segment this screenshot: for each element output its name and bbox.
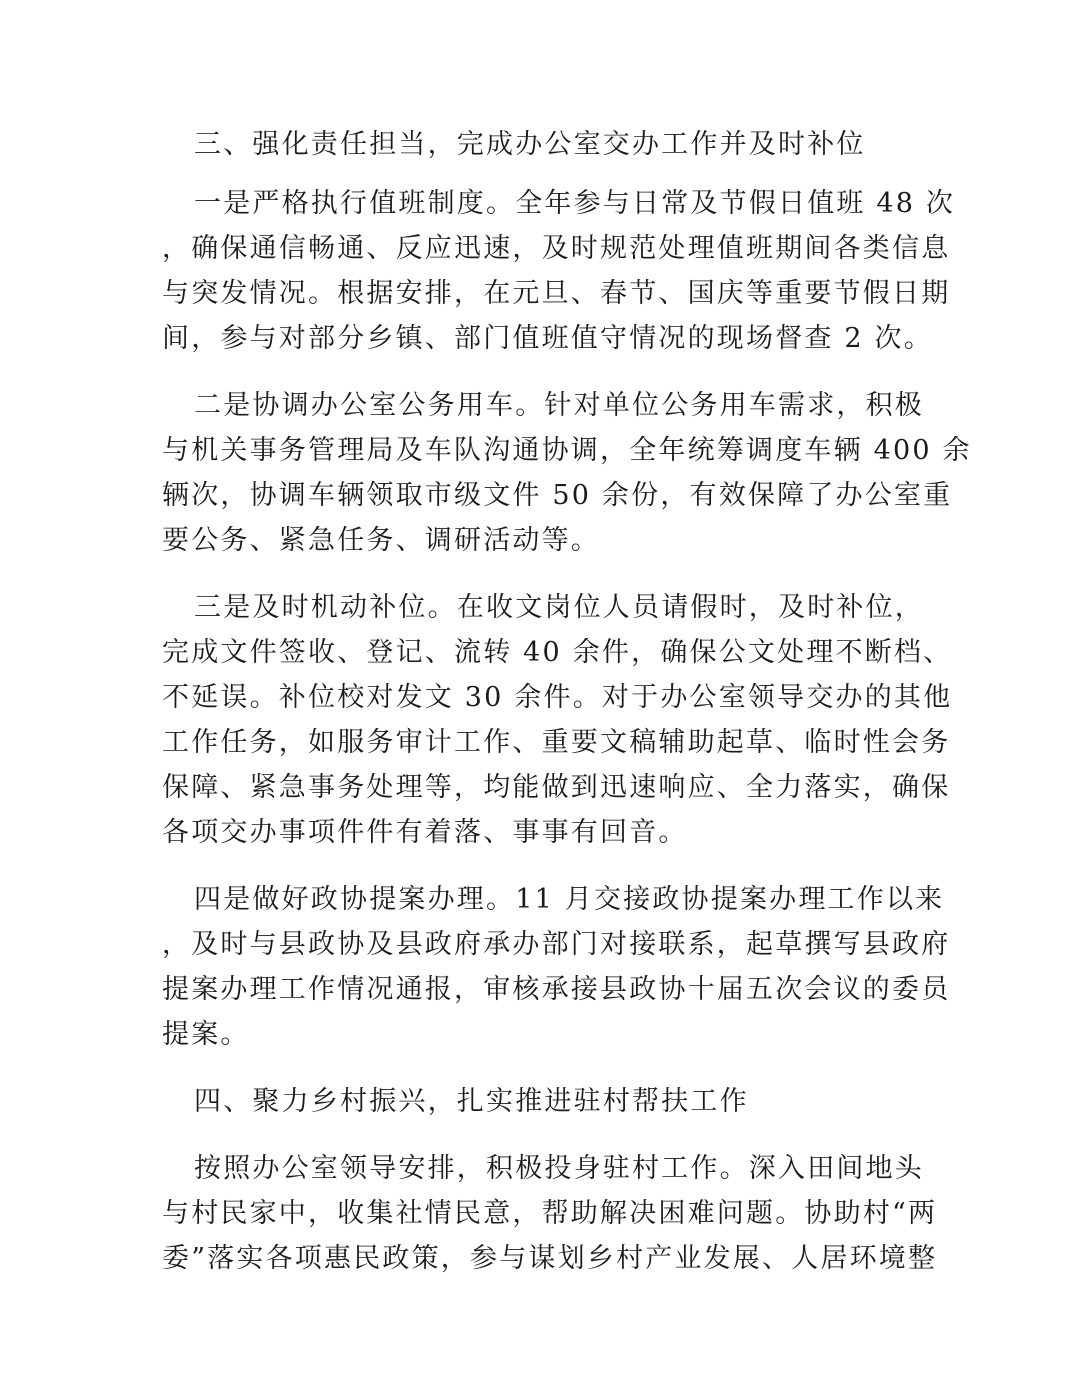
paragraph-line: 工作任务，如服务审计工作、重要文稿辅助起草、临时性会务 <box>162 727 951 758</box>
document-body <box>162 122 972 1303</box>
paragraph-cppcc-proposals <box>162 877 951 1057</box>
paragraph-line: 二是协调办公室公务用车。针对单位公务用车需求，积极 <box>194 390 924 421</box>
paragraph-line: 提案办理工作情况通报，审核承接县政协十届五次会议的委员 <box>162 974 951 1005</box>
paragraph-line: 各项交办事项件件有着落、事事有回音。 <box>162 817 688 848</box>
paragraph-duty-schedule <box>162 181 956 361</box>
paragraph-line: 按照办公室领导安排，积极投身驻村工作。深入田间地头 <box>194 1153 924 1184</box>
paragraph-line: 完成文件签收、登记、流转 40 余件，确保公文处理不断档、 <box>162 637 953 668</box>
paragraph-line: 间，参与对部分乡镇、部门值班值守情况的现场督查 2 次。 <box>162 323 933 354</box>
paragraph-line: 与机关事务管理局及车队沟通协调，全年统筹调度车辆 400 余 <box>162 435 972 466</box>
section-heading-3 <box>162 122 922 167</box>
paragraph-village-work <box>162 1146 938 1281</box>
paragraph-line: 与村民家中，收集社情民意，帮助解决困难问题。协助村“两 <box>162 1198 938 1229</box>
paragraph-line: 三是及时机动补位。在收文岗位人员请假时，及时补位， <box>194 592 924 623</box>
paragraph-line: 委”落实各项惠民政策，参与谋划乡村产业发展、人居环境整 <box>162 1243 938 1274</box>
paragraph-line: 保障、紧急事务处理等，均能做到迅速响应、全力落实，确保 <box>162 772 951 803</box>
paragraph-backup-duty <box>162 585 953 855</box>
paragraph-official-vehicles <box>162 383 972 563</box>
paragraph-line: 提案。 <box>162 1019 250 1050</box>
paragraph-line: 要公务、紧急任务、调研活动等。 <box>162 525 600 556</box>
paragraph-line: 四是做好政协提案办理。11 月交接政协提案办理工作以来 <box>194 884 945 915</box>
paragraph-line: 辆次，协调车辆领取市级文件 50 余份，有效保障了办公室重 <box>162 480 953 511</box>
section-heading-4 <box>162 1079 922 1124</box>
paragraph-line: 与突发情况。根据安排，在元旦、春节、国庆等重要节假日期 <box>162 278 951 309</box>
heading-text: 三、强化责任担当，完成办公室交办工作并及时补位 <box>194 129 866 160</box>
paragraph-line: 一是严格执行值班制度。全年参与日常及节假日值班 48 次 <box>194 188 956 219</box>
heading-text: 四、聚力乡村振兴，扎实推进驻村帮扶工作 <box>194 1086 749 1117</box>
paragraph-line: 不延误。补位校对发文 30 余件。对于办公室领导交办的其他 <box>162 682 953 713</box>
paragraph-line: ，及时与县政协及县政府承办部门对接联系，起草撰写县政府 <box>162 929 951 960</box>
paragraph-line: ，确保通信畅通、反应迅速，及时规范处理值班期间各类信息 <box>162 233 951 264</box>
